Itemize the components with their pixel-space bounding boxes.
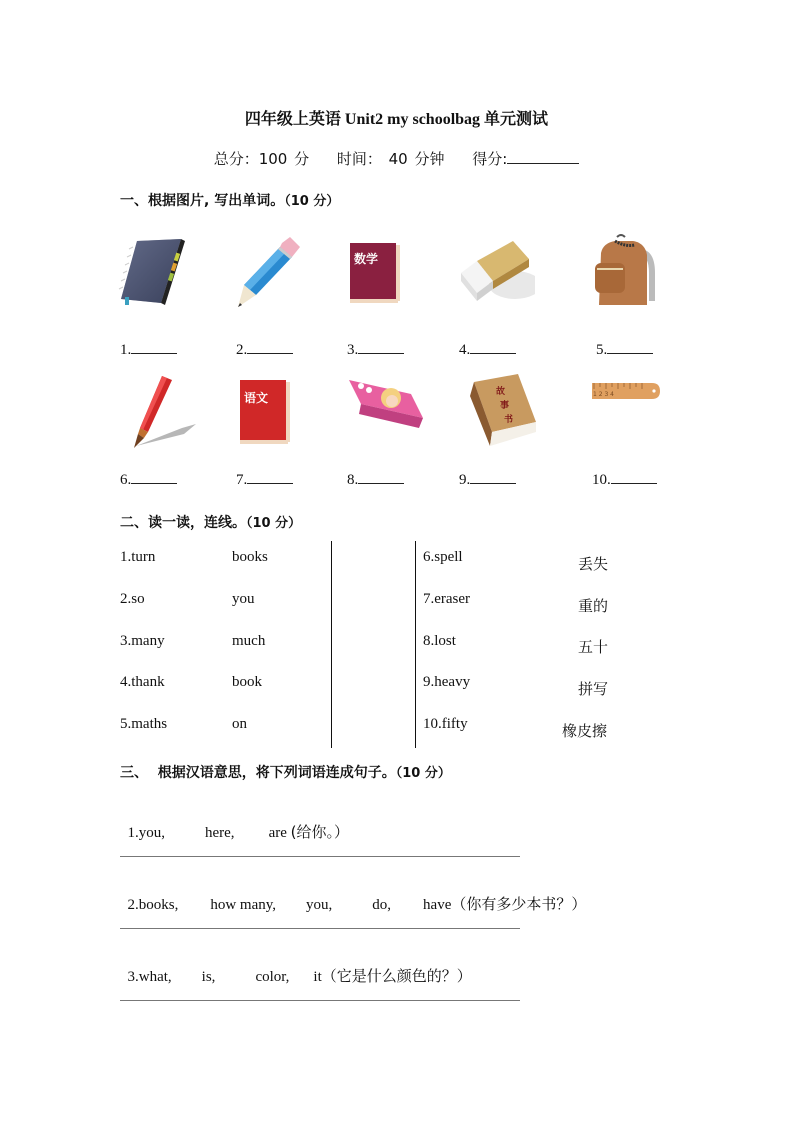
divider-line xyxy=(331,541,332,748)
answer-blank[interactable] xyxy=(247,470,293,484)
sentence-word: you, xyxy=(306,897,333,913)
sentence-3 xyxy=(120,948,472,986)
svg-text:书: 书 xyxy=(504,415,514,425)
page-title: 四年级上英语 Unit2 my schoolbag 单元测试 xyxy=(244,111,549,128)
answer-blank[interactable] xyxy=(611,470,657,484)
answer-blank[interactable] xyxy=(131,340,177,354)
section1-points: （10 分） xyxy=(284,194,340,209)
answer-6[interactable] xyxy=(120,470,177,489)
sentence-word: are xyxy=(268,825,287,841)
item-number: 1. xyxy=(120,342,132,358)
total-score-label: 总分：100 分 xyxy=(213,150,310,168)
sentence-hint: （它是什么颜色的？） xyxy=(321,967,472,985)
match-meaning: 丢失 xyxy=(578,555,609,573)
match-meaning: 五十 xyxy=(578,638,609,656)
sentence-word: is, xyxy=(201,969,216,985)
match-word: 6.spell xyxy=(423,549,463,565)
section2-heading-text: 二、读一读，连线。 xyxy=(120,515,246,531)
section3-points: （10 分） xyxy=(395,766,451,781)
item-number: 8. xyxy=(347,472,359,488)
item-number: 10. xyxy=(592,472,611,488)
answer-5[interactable] xyxy=(596,340,653,359)
answer-8[interactable] xyxy=(347,470,404,489)
answer-blank[interactable] xyxy=(131,470,177,484)
section3-heading xyxy=(120,762,451,782)
match-word: on xyxy=(232,716,247,732)
answer-blank[interactable] xyxy=(607,340,653,354)
answer-4[interactable] xyxy=(459,340,516,359)
answer-blank[interactable] xyxy=(470,470,516,484)
sentence-hint: (给你。） xyxy=(290,823,349,841)
section3-heading-text: 三、 根据汉语意思，将下列词语连成句子。 xyxy=(120,765,396,781)
item-number: 2. xyxy=(236,342,248,358)
answer-2[interactable] xyxy=(236,340,293,359)
sentence-word: color, xyxy=(255,969,290,985)
section1-heading-text: 一、根据图片, 写出单词。 xyxy=(120,193,285,209)
match-meaning: 重的 xyxy=(578,597,609,615)
match-word: you xyxy=(232,591,255,607)
math-book-icon xyxy=(340,233,420,313)
storybook-icon xyxy=(460,372,540,452)
match-word: book xyxy=(232,674,262,690)
sentence-word: have xyxy=(423,897,452,913)
match-word: 3.many xyxy=(120,633,165,649)
ruler-icon xyxy=(590,380,662,402)
match-word: 8.lost xyxy=(423,633,456,649)
sentence-hint: （你有多少本书？） xyxy=(451,895,587,913)
pencil-icon xyxy=(230,233,310,313)
match-word: 9.heavy xyxy=(423,674,471,690)
match-meaning: 橡皮擦 xyxy=(562,722,608,740)
svg-text:故: 故 xyxy=(496,387,506,397)
pen-icon xyxy=(122,372,202,452)
pencil-box-icon xyxy=(345,368,425,448)
sentence-word: it xyxy=(313,969,322,985)
score-label: 得分: xyxy=(472,150,508,168)
item-number: 9. xyxy=(459,472,471,488)
score-blank[interactable] xyxy=(507,149,579,164)
svg-text:语文: 语文 xyxy=(244,391,269,405)
answer-line-3[interactable] xyxy=(120,1000,520,1001)
time-label: 时间： 40 分钟 xyxy=(336,150,445,168)
answer-line-1[interactable] xyxy=(120,856,520,857)
answer-3[interactable] xyxy=(347,340,404,359)
chinese-book-icon xyxy=(230,372,310,452)
answer-blank[interactable] xyxy=(358,340,404,354)
sentence-2 xyxy=(120,876,586,914)
section1-heading xyxy=(120,190,339,210)
answer-10[interactable] xyxy=(592,470,657,489)
item-number: 6. xyxy=(120,472,132,488)
section2-points: （10 分） xyxy=(246,516,302,531)
match-word: 7.eraser xyxy=(423,591,471,607)
answer-7[interactable] xyxy=(236,470,293,489)
sentence-1 xyxy=(120,804,349,842)
section2-heading xyxy=(120,512,301,532)
match-word: 5.maths xyxy=(120,716,168,732)
answer-1[interactable] xyxy=(120,340,177,359)
svg-text:1 2 3 4: 1 2 3 4 xyxy=(593,391,614,398)
svg-text:数学: 数学 xyxy=(354,252,379,266)
answer-9[interactable] xyxy=(459,470,516,489)
sentence-word: 2.books, xyxy=(127,897,179,913)
schoolbag-icon xyxy=(585,233,665,313)
answer-blank[interactable] xyxy=(470,340,516,354)
sentence-word: here, xyxy=(205,825,235,841)
answer-blank[interactable] xyxy=(247,340,293,354)
eraser-icon xyxy=(455,233,535,313)
sentence-word: 3.what, xyxy=(127,969,172,985)
item-number: 4. xyxy=(459,342,471,358)
match-word: 4.thank xyxy=(120,674,165,690)
svg-text:事: 事 xyxy=(500,401,510,411)
match-word: 1.turn xyxy=(120,549,156,565)
match-meaning: 拼写 xyxy=(578,680,609,698)
exam-meta xyxy=(0,148,793,169)
item-number: 7. xyxy=(236,472,248,488)
notebook-icon xyxy=(115,233,195,313)
sentence-word: 1.you, xyxy=(127,825,165,841)
match-word: 2.so xyxy=(120,591,145,607)
match-word: books xyxy=(232,549,268,565)
match-word: 10.fifty xyxy=(423,716,468,732)
match-word: much xyxy=(232,633,266,649)
divider-line xyxy=(415,541,416,748)
sentence-word: do, xyxy=(372,897,392,913)
item-number: 5. xyxy=(596,342,608,358)
item-number: 3. xyxy=(347,342,359,358)
answer-line-2[interactable] xyxy=(120,928,520,929)
sentence-word: how many, xyxy=(210,897,277,913)
answer-blank[interactable] xyxy=(358,470,404,484)
